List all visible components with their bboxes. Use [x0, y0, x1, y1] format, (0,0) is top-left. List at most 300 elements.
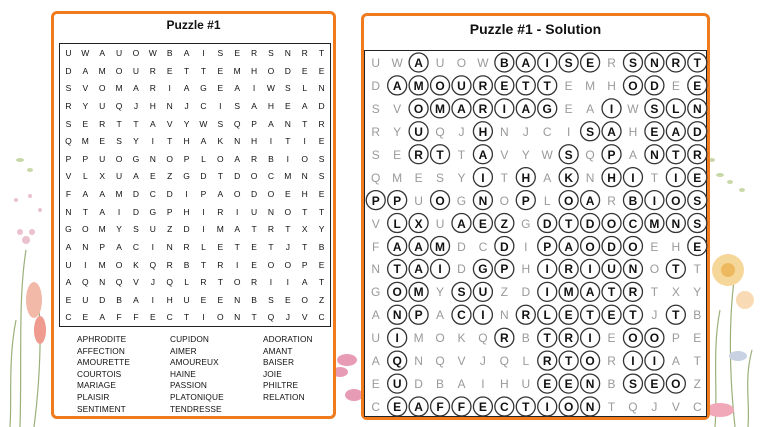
grid-letter: Y — [82, 100, 89, 111]
grid-letter: E — [149, 312, 156, 323]
grid-letter: A — [116, 241, 122, 252]
solution-letter: Y — [521, 147, 530, 162]
grid-letter: D — [99, 294, 106, 305]
solution-letter: T — [500, 170, 509, 185]
grid-letter: R — [166, 259, 173, 270]
grid-letter: N — [267, 206, 274, 217]
grid-letter: E — [251, 241, 257, 252]
grid-letter: T — [116, 118, 122, 129]
solution-letter-found: I — [631, 170, 635, 185]
word-list-item: AMANT — [263, 345, 293, 356]
grid-letter: O — [267, 259, 275, 270]
grid-letter: A — [65, 241, 72, 252]
solution-letter-found: I — [545, 56, 549, 70]
grid-letter: W — [266, 83, 275, 94]
grid-letter: E — [149, 171, 156, 182]
grid-letter: T — [318, 48, 325, 58]
solution-letter: K — [457, 331, 466, 346]
solution-letter-found: A — [564, 239, 573, 254]
grid-letter: N — [318, 83, 325, 94]
grid-letter: N — [166, 241, 173, 252]
grid-letter: Q — [115, 100, 123, 111]
solution-letter-found: E — [500, 78, 509, 93]
grid-letter: T — [302, 241, 308, 252]
solution-letter: W — [391, 56, 403, 70]
grid-letter: C — [65, 312, 72, 323]
solution-letter: U — [435, 56, 445, 70]
solution-letter-found: A — [392, 239, 402, 254]
grid-letter: E — [251, 259, 257, 270]
grid-letter: I — [236, 206, 239, 217]
grid-letter: M — [115, 83, 123, 94]
grid-letter: G — [149, 206, 157, 217]
grid-letter: U — [115, 171, 123, 182]
solution-letter-found: N — [585, 400, 595, 415]
grid-letter: V — [301, 312, 308, 323]
solution-letter-found: E — [650, 377, 659, 392]
solution-letter: A — [628, 147, 637, 162]
grid-letter: T — [268, 241, 274, 252]
solution-letter-found: I — [395, 331, 399, 346]
solution-letter: D — [457, 262, 466, 277]
solution-letter: E — [650, 239, 659, 254]
word-list-item: PHILTRE — [263, 380, 299, 391]
solution-letter-found: N — [392, 308, 402, 323]
solution-letter: A — [457, 377, 466, 392]
solution-letter: I — [566, 124, 571, 139]
word-list-item: AMOUREUX — [170, 357, 219, 368]
grid-letter: O — [267, 189, 275, 199]
puzzle-grid — [59, 43, 331, 327]
solution-letter-found: P — [414, 308, 423, 323]
solution-letter: N — [500, 124, 509, 139]
solution-letter-found: O — [585, 354, 595, 369]
grid-letter: M — [81, 136, 89, 147]
grid-letter: V — [133, 277, 139, 288]
grid-letter: Y — [183, 118, 190, 129]
solution-letter-found: C — [628, 216, 638, 231]
word-list-item: AFFECTION — [77, 345, 125, 356]
solution-letter-found: N — [650, 147, 659, 162]
solution-letter: H — [607, 78, 616, 93]
grid-letter: I — [252, 83, 256, 94]
solution-letter-found: P — [371, 193, 380, 208]
solution-letter-found: S — [564, 56, 573, 70]
solution-letter: O — [499, 193, 510, 208]
grid-letter: H — [183, 206, 190, 217]
solution-letter: S — [436, 170, 445, 185]
grid-letter: I — [303, 136, 306, 147]
grid-letter: Q — [82, 277, 89, 288]
solution-letter-found: A — [521, 56, 531, 70]
grid-letter: A — [133, 171, 139, 182]
solution-letter-found: S — [457, 285, 466, 300]
solution-letter: N — [414, 354, 423, 369]
grid-letter: U — [99, 100, 106, 111]
solution-letter-found: F — [457, 400, 466, 415]
grid-letter: G — [183, 171, 190, 182]
grid-letter: B — [183, 259, 190, 270]
solution-letter-found: D — [650, 78, 659, 93]
solution-letter: G — [521, 216, 531, 231]
solution-letter-found: E — [607, 308, 616, 323]
solution-letter-found: A — [392, 78, 402, 93]
grid-letter: S — [65, 83, 72, 94]
grid-letter: O — [115, 259, 123, 270]
grid-letter: O — [301, 294, 308, 305]
grid-letter: E — [318, 65, 325, 76]
solution-letter-found: P — [500, 262, 509, 277]
grid-letter: N — [65, 206, 72, 217]
grid-letter: K — [217, 136, 224, 147]
solution-letter-found: A — [478, 147, 488, 162]
grid-letter: Q — [233, 118, 241, 129]
grid-letter: T — [167, 136, 173, 147]
solution-letter-found: O — [649, 331, 660, 346]
grid-letter: A — [301, 100, 308, 111]
solution-letter: W — [477, 56, 489, 70]
grid-letter: E — [99, 136, 106, 147]
grid-letter: O — [98, 83, 106, 94]
grid-letter: R — [267, 224, 274, 235]
grid-letter: N — [234, 136, 241, 147]
grid-letter: E — [318, 136, 325, 147]
grid-letter: L — [201, 153, 206, 164]
solution-letter: A — [586, 101, 595, 116]
grid-letter: O — [82, 224, 89, 235]
solution-letter: R — [607, 354, 616, 369]
grid-letter: T — [318, 277, 325, 288]
solution-letter: Z — [500, 285, 509, 300]
grid-letter: O — [166, 153, 173, 164]
solution-letter-found: I — [438, 262, 442, 277]
grid-letter: S — [268, 48, 274, 58]
grid-letter: F — [65, 189, 72, 199]
grid-letter: Z — [167, 224, 173, 235]
solution-letter-found: E — [693, 78, 702, 93]
solution-letter: R — [607, 56, 616, 70]
solution-letter-found: Q — [392, 354, 402, 369]
solution-letter: Z — [693, 377, 701, 392]
solution-letter-found: E — [693, 170, 702, 185]
grid-letter: R — [149, 83, 156, 94]
solution-letter: A — [436, 308, 445, 323]
solution-letter: A — [371, 308, 380, 323]
grid-letter: R — [183, 241, 190, 252]
solution-letter-found: L — [393, 216, 401, 231]
grid-letter: G — [65, 224, 72, 235]
grid-letter: S — [65, 118, 72, 129]
solution-letter: N — [585, 170, 595, 185]
solution-letter: D — [457, 239, 466, 254]
solution-letter-found: I — [588, 262, 592, 277]
solution-letter: E — [607, 331, 616, 346]
solution-letter-found: S — [628, 56, 637, 70]
grid-letter: D — [166, 189, 173, 199]
grid-letter: T — [302, 206, 308, 217]
grid-letter: C — [318, 312, 325, 323]
solution-letter-found: I — [631, 354, 635, 369]
solution-letter: R — [607, 193, 616, 208]
solution-letter: O — [456, 56, 467, 70]
word-list-item: AIMER — [170, 345, 197, 356]
grid-letter: C — [166, 312, 173, 323]
solution-letter-found: P — [607, 147, 616, 162]
solution-letter-found: S — [693, 193, 702, 208]
solution-letter-found: D — [542, 216, 552, 231]
solution-letter: E — [671, 78, 680, 93]
grid-letter: O — [284, 259, 292, 270]
grid-letter: A — [65, 277, 72, 288]
grid-letter: T — [285, 224, 291, 235]
solution-letter-found: O — [606, 216, 617, 231]
solution-letter: H — [671, 239, 681, 254]
solution-letter: Y — [457, 170, 466, 185]
grid-letter: R — [200, 277, 207, 288]
solution-letter: I — [524, 239, 528, 254]
solution-letter-found: H — [607, 170, 616, 185]
solution-letter-found: I — [481, 308, 485, 323]
solution-letter: B — [607, 377, 616, 392]
grid-letter: D — [318, 100, 325, 111]
grid-letter: M — [233, 65, 241, 76]
grid-letter: S — [268, 294, 274, 305]
solution-letter: Y — [693, 285, 702, 300]
solution-letter-found: T — [629, 308, 637, 323]
word-list-item: TENDRESSE — [170, 403, 222, 414]
flower-bud-icon — [26, 282, 42, 318]
solution-letter-found: H — [521, 170, 531, 185]
solution-letter-found: U — [478, 285, 488, 300]
solution-letter: Q — [585, 147, 595, 162]
grid-letter: H — [149, 100, 156, 111]
solution-letter: F — [372, 239, 380, 254]
solution-letter-found: D — [585, 216, 595, 231]
grid-letter: A — [251, 100, 257, 111]
grid-letter: O — [217, 312, 224, 323]
grid-letter: D — [183, 224, 190, 235]
solution-letter-found: A — [414, 239, 423, 254]
solution-letter-found: O — [628, 78, 638, 93]
solution-letter-found: T — [672, 147, 680, 162]
grid-letter: O — [115, 65, 123, 76]
grid-letter: E — [284, 100, 291, 111]
grid-letter: N — [166, 100, 173, 111]
solution-letter: U — [371, 331, 381, 346]
solution-letter-found: M — [649, 216, 660, 231]
grid-letter: P — [166, 206, 173, 217]
grid-letter: J — [285, 312, 290, 323]
solution-letter: V — [457, 354, 466, 369]
grid-letter: J — [285, 241, 290, 252]
grid-letter: N — [234, 312, 241, 323]
solution-letter-found: U — [392, 377, 402, 392]
solution-letter-found: N — [650, 56, 659, 70]
grid-letter: E — [284, 189, 291, 199]
solution-letter: O — [435, 331, 445, 346]
grid-letter: E — [318, 189, 325, 199]
grid-letter: L — [82, 171, 88, 182]
solution-letter: R — [371, 124, 381, 139]
solution-letter-found: D — [500, 239, 509, 254]
solution-letter: Q — [435, 354, 445, 369]
grid-letter: I — [185, 189, 188, 199]
solution-letter: T — [693, 262, 701, 277]
grid-letter: U — [65, 259, 72, 270]
grid-letter: P — [65, 153, 72, 164]
grid-letter: A — [183, 48, 190, 58]
grid-letter: D — [284, 65, 291, 76]
solution-letter: A — [671, 354, 680, 369]
solution-letter-found: O — [392, 285, 402, 300]
solution-letter-found: I — [674, 170, 678, 185]
solution-panel — [361, 13, 710, 420]
solution-letter: T — [650, 170, 659, 185]
solution-letter-found: O — [671, 193, 681, 208]
solution-letter-found: O — [585, 239, 595, 254]
solution-letter: M — [413, 331, 424, 346]
grid-letter: X — [99, 171, 106, 182]
solution-letter-found: E — [650, 124, 659, 139]
grid-letter: Q — [166, 277, 173, 288]
grid-letter: A — [99, 189, 106, 199]
solution-letter-found: E — [543, 377, 552, 392]
grid-letter: P — [82, 153, 89, 164]
solution-letter-found: S — [693, 216, 702, 231]
solution-letter-found: S — [628, 377, 637, 392]
solution-letter: C — [478, 239, 488, 254]
solution-letter-found: B — [500, 56, 509, 70]
solution-letter: V — [393, 101, 402, 116]
solution-letter: C — [371, 400, 381, 415]
grid-letter: T — [200, 65, 207, 76]
grid-letter: U — [115, 48, 123, 58]
solution-letter-found: O — [628, 239, 638, 254]
solution-letter: L — [522, 354, 530, 369]
grid-letter: A — [234, 224, 241, 235]
solution-letter: E — [371, 377, 380, 392]
solution-letter: E — [564, 78, 573, 93]
solution-letter: D — [414, 377, 423, 392]
grid-letter: I — [151, 241, 154, 252]
solution-letter-found: I — [545, 285, 549, 300]
solution-letter-found: G — [542, 101, 552, 116]
solution-letter-found: D — [607, 239, 616, 254]
solution-letter-found: E — [564, 308, 573, 323]
solution-letter-found: I — [481, 170, 485, 185]
grid-letter: I — [202, 224, 205, 235]
grid-letter: Z — [167, 171, 173, 182]
grid-letter: B — [268, 153, 274, 164]
grid-letter: V — [65, 171, 72, 182]
solution-letter-found: N — [671, 216, 681, 231]
solution-letter: L — [543, 193, 551, 208]
solution-letter-found: M — [563, 285, 574, 300]
solution-letter-found: N — [692, 101, 702, 116]
grid-letter: A — [268, 118, 274, 129]
solution-letter-found: R — [564, 262, 573, 277]
solution-letter-found: T — [436, 147, 444, 162]
solution-letter-found: M — [435, 239, 446, 254]
grid-letter: N — [82, 241, 89, 252]
solution-letter: T — [457, 147, 466, 162]
solution-letter-found: A — [457, 101, 466, 116]
word-list-item: ADORATION — [263, 334, 313, 344]
solution-letter-found: O — [671, 377, 681, 392]
grid-letter: J — [150, 277, 155, 288]
solution-letter-found: M — [413, 78, 424, 93]
solution-letter: S — [371, 147, 380, 162]
grid-letter: A — [149, 118, 156, 129]
grid-letter: I — [202, 312, 205, 323]
word-list-item: RELATION — [263, 392, 305, 402]
grid-letter: I — [269, 277, 273, 288]
grid-letter: U — [82, 294, 89, 305]
solution-letter: H — [628, 124, 638, 139]
solution-letter-found: O — [628, 331, 638, 346]
word-list-item: PASSION — [170, 380, 207, 391]
grid-letter: N — [149, 153, 156, 164]
grid-letter: R — [217, 259, 224, 270]
solution-letter: Q — [435, 124, 445, 139]
grid-letter: F — [133, 312, 139, 323]
grid-letter: S — [133, 224, 139, 235]
solution-letter: W — [627, 101, 639, 116]
grid-letter: H — [301, 189, 308, 199]
grid-letter: O — [233, 189, 241, 199]
grid-letter: W — [81, 48, 90, 58]
grid-letter: E — [301, 65, 308, 76]
solution-letter-found: T — [693, 56, 701, 70]
solution-letter-found: T — [672, 262, 680, 277]
grid-letter: I — [269, 136, 273, 147]
solution-letter-found: B — [628, 193, 638, 208]
solution-letter-found: R — [500, 331, 509, 346]
grid-letter: O — [132, 48, 140, 58]
grid-letter: C — [132, 241, 139, 252]
grid-letter: Q — [149, 259, 157, 270]
solution-letter-found: M — [413, 285, 424, 300]
grid-letter: T — [251, 312, 257, 323]
grid-letter: I — [151, 294, 154, 305]
solution-letter-found: O — [413, 101, 424, 116]
grid-letter: B — [318, 241, 325, 252]
solution-letter-found: R — [414, 147, 423, 162]
grid-letter: N — [284, 48, 291, 58]
grid-letter: A — [82, 189, 89, 199]
solution-letter: P — [671, 331, 680, 346]
solution-letter-found: O — [563, 193, 574, 208]
solution-letter: J — [651, 308, 658, 323]
grid-letter: H — [250, 136, 258, 147]
grid-letter: D — [250, 189, 258, 199]
grid-letter: O — [284, 206, 292, 217]
solution-letter-found: O — [435, 193, 445, 208]
grid-letter: I — [236, 259, 239, 270]
solution-letter: C — [692, 400, 702, 415]
grid-letter: S — [284, 83, 291, 94]
solution-letter-found: C — [500, 400, 509, 415]
grid-letter: E — [82, 118, 89, 129]
grid-letter: C — [267, 171, 274, 182]
grid-letter: A — [99, 312, 106, 323]
grid-letter: E — [65, 294, 72, 305]
grid-letter: O — [233, 277, 241, 288]
solution-letter: J — [522, 124, 529, 139]
solution-letter-found: N — [585, 377, 595, 392]
grid-letter: D — [132, 189, 139, 199]
solution-letter-found: T — [564, 354, 573, 369]
